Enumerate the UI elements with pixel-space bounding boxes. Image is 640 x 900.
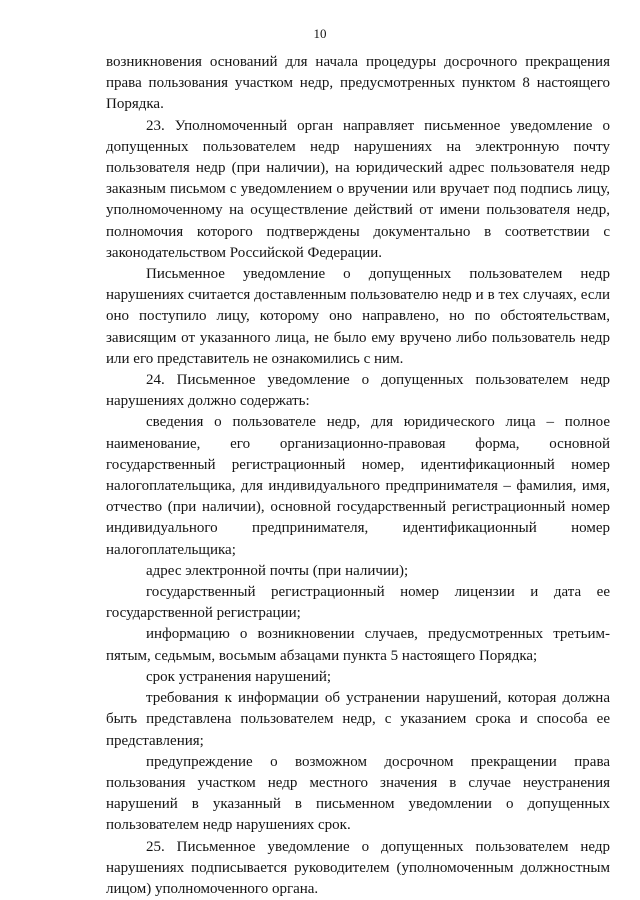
list-item: предупреждение о возможном досрочном прекращении права пользования участком недр местного значения в случае неустранения нарушений в указанный в письменном уведомлении о допущенных пользователем недр нарушениях срок. <box>106 753 610 834</box>
paragraph-25: 25. Письменное уведомление о допущенных пользователем недр нарушениях подписывается руководителем (уполномоченным должностным лицом) уполномоченного органа. <box>106 838 610 897</box>
paragraph-24: 24. Письменное уведомление о допущенных пользователем недр нарушениях должно содержать: <box>106 372 610 410</box>
list-item: адрес электронной почты (при наличии); <box>146 562 409 579</box>
list-item: информацию о возникновении случаев, предусмотренных третьим-пятым, седьмым, восьмым абзацами пункта 5 настоящего Порядка; <box>106 626 610 664</box>
list-item: срок устранения нарушений; <box>146 668 332 685</box>
paragraph-23: 23. Уполномоченный орган направляет письменное уведомление о допущенных пользователем недр нарушениях на электронную почту пользователя недр (при наличии), на юридический адрес пользователя недр заказным письмом с уведомлением о вручении или вручает под подпись лицу, уполномоченному на осуществление действий от имени пользователя недр, полномочия которого подтверждены документально в соответствии с законодательством Российской Федерации. <box>106 117 610 261</box>
document-body <box>106 52 610 900</box>
list-item: сведения о пользователе недр, для юридического лица – полное наименование, его организационно-правовая форма, основной государственный регистрационный номер, идентификационный номер налогоплательщика, для индивидуального предпринимателя – фамилия, имя, отчество (при наличии), основной государственный регистрационный номер индивидуального предпринимателя, идентификационный номер налогоплательщика; <box>106 414 610 558</box>
list-item: требования к информации об устранении нарушений, которая должна быть представлена пользователем недр, с указанием срока и способа ее представления; <box>106 690 610 749</box>
list-item: государственный регистрационный номер лицензии и дата ее государственной регистрации; <box>106 584 610 622</box>
page-number: 10 <box>313 26 327 41</box>
paragraph-notice-delivered: Письменное уведомление о допущенных пользователем недр нарушениях считается доставленным пользователю недр и в тех случаях, если оно поступило лицу, которому оно направлено, но по обстоятельствам, зависящим от указанного лица, не было ему вручено либо пользователь недр или его представитель не ознакомились с ним. <box>106 266 610 367</box>
paragraph-continuation: возникновения оснований для начала процедуры досрочного прекращения права пользования участком недр, предусмотренных пунктом 8 настоящего Порядка. <box>106 54 610 113</box>
